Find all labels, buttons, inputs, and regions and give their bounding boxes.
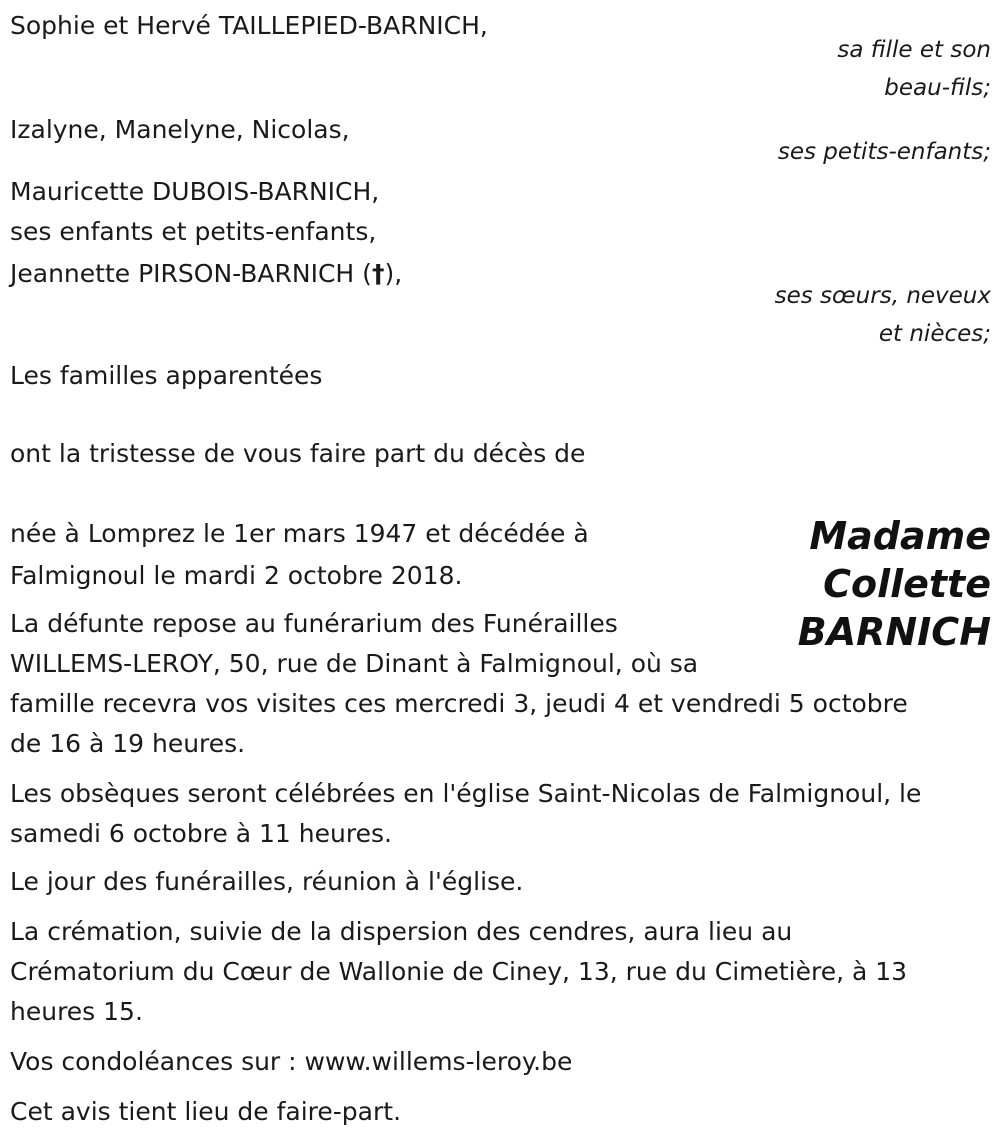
closing-line: Cet avis tient lieu de faire-part. bbox=[10, 1097, 402, 1126]
sister-2-suffix: ), bbox=[384, 259, 403, 288]
deceased-first-name: Collette bbox=[823, 562, 991, 606]
birth-line-1: née à Lomprez le 1er mars 1947 et décédée à bbox=[10, 519, 589, 548]
funeral-day-line: Le jour des funérailles, réunion à l'église. bbox=[10, 867, 524, 896]
relation-grandchildren: ses petits-enfants; bbox=[777, 139, 991, 165]
announcement-text: ont la tristesse de vous faire part du décès de bbox=[10, 439, 586, 468]
deceased-title: Madame bbox=[809, 514, 991, 558]
relation-siblings-2: et nièces; bbox=[878, 321, 991, 347]
rest-line-4: de 16 à 19 heures. bbox=[10, 729, 246, 758]
cremation-line-1: La crémation, suivie de la dispersion des cendres, aura lieu au bbox=[10, 917, 793, 946]
condolences-line: Vos condoléances sur : www.willems-leroy.be bbox=[10, 1047, 573, 1076]
cremation-line-2: Crématorium du Cœur de Wallonie de Ciney, 13, rue du Cimetière, à 13 bbox=[10, 957, 908, 986]
cremation-line-3: heures 15. bbox=[10, 997, 143, 1026]
birth-line-2: Falmignoul le mardi 2 octobre 2018. bbox=[10, 561, 463, 590]
family-line-nephews: ses enfants et petits-enfants, bbox=[10, 217, 377, 246]
deceased-last-name: BARNICH bbox=[797, 610, 991, 654]
obseques-line-1: Les obsèques seront célébrées en l'église Saint-Nicolas de Falmignoul, le bbox=[10, 779, 922, 808]
rest-line-1: La défunte repose au funérarium des Funérailles bbox=[10, 609, 618, 638]
rest-line-3: famille recevra vos visites ces mercredi 3, jeudi 4 et vendredi 5 octobre bbox=[10, 689, 908, 718]
obseques-line-2: samedi 6 octobre à 11 heures. bbox=[10, 819, 392, 848]
sister-2-name: Jeannette PIRSON-BARNICH ( bbox=[10, 259, 372, 288]
relation-daughter-1: sa fille et son bbox=[837, 37, 991, 63]
family-line-sister-2 bbox=[10, 254, 402, 294]
cross-icon: † bbox=[371, 259, 385, 288]
family-line-grandchildren: Izalyne, Manelyne, Nicolas, bbox=[10, 115, 350, 144]
relation-siblings-1: ses sœurs, neveux bbox=[774, 283, 991, 309]
rest-line-2: WILLEMS-LEROY, 50, rue de Dinant à Falmignoul, où sa bbox=[10, 649, 699, 678]
family-line-relatives: Les familles apparentées bbox=[10, 361, 323, 390]
family-line-daughter: Sophie et Hervé TAILLEPIED-BARNICH, bbox=[10, 11, 488, 40]
deceased-name bbox=[798, 512, 991, 656]
relation-daughter-2: beau-fils; bbox=[884, 75, 991, 101]
family-line-sister-1: Mauricette DUBOIS-BARNICH, bbox=[10, 177, 380, 206]
